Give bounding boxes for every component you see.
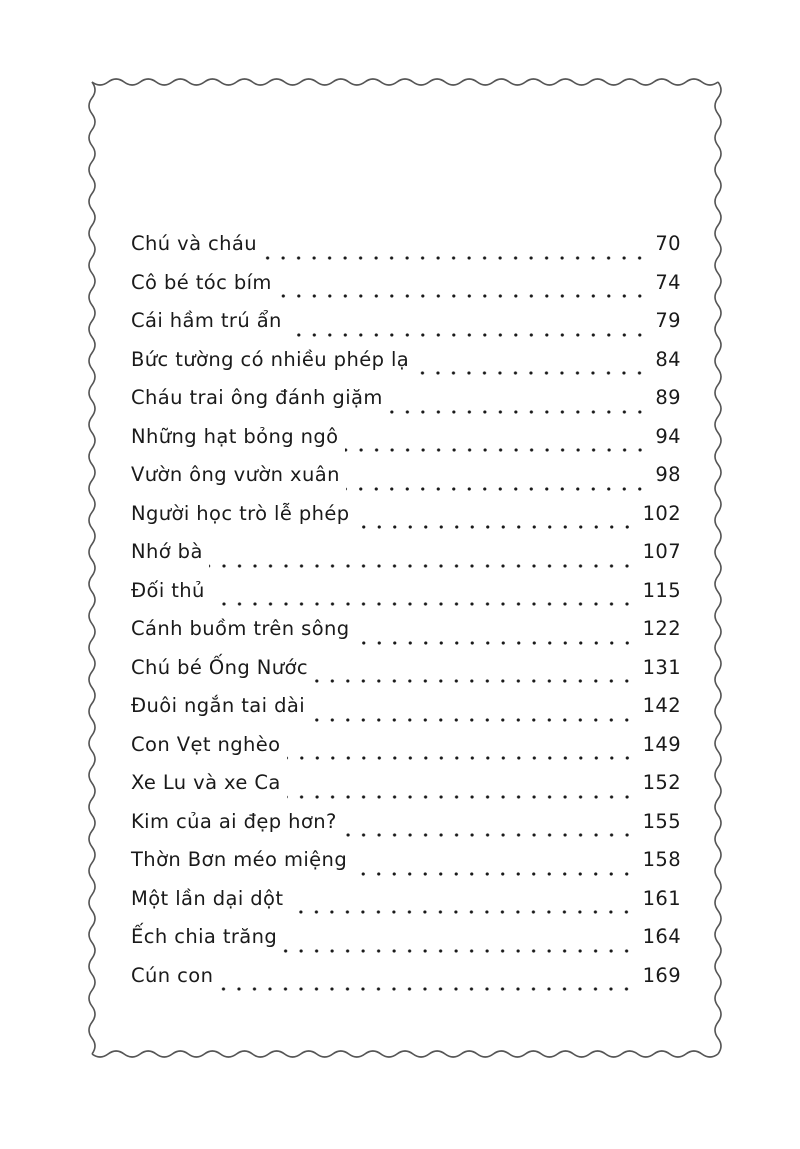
toc-entry-page: 94	[655, 424, 681, 448]
toc-dot-leader	[345, 447, 648, 453]
toc-dot-leader	[314, 678, 635, 684]
toc-entry-title: Cái hầm trú ẩn	[131, 309, 282, 332]
toc-entry-page: 149	[642, 732, 681, 756]
toc-dot-leader	[389, 409, 648, 415]
toc-dot-leader	[353, 871, 634, 877]
toc-dot-leader	[415, 370, 647, 376]
toc-entry[interactable]	[131, 810, 681, 849]
toc-entry-title: Người học trò lễ phép	[131, 501, 350, 525]
toc-entry-page: 107	[642, 540, 681, 563]
toc-entry-title: Bức tường có nhiều phép lạ	[131, 347, 410, 371]
toc-entry-title: Con Vẹt nghèo	[131, 732, 281, 756]
toc-entry-page: 161	[642, 886, 681, 910]
border-edge	[715, 82, 721, 1054]
toc-entry-title: Ếch chia trăng	[131, 925, 278, 948]
toc-entry-page: 155	[642, 809, 681, 833]
toc-entry-title: Cô bé tóc bím	[131, 270, 272, 294]
toc-entry[interactable]	[131, 309, 681, 348]
toc-dot-leader	[356, 524, 635, 530]
toc-dot-leader	[209, 563, 635, 569]
toc-entry[interactable]	[131, 232, 681, 271]
toc-dot-leader	[311, 717, 635, 723]
toc-entry-page: 164	[642, 925, 681, 948]
toc-entry[interactable]	[131, 848, 681, 887]
toc-dot-leader	[287, 794, 635, 800]
toc-entry[interactable]	[131, 617, 681, 656]
toc-entry-title: Cháu trai ông đánh giặm	[131, 386, 383, 409]
toc-entry-page: 169	[642, 963, 681, 987]
toc-dot-leader	[263, 255, 647, 261]
toc-dot-leader	[278, 293, 648, 299]
toc-dot-leader	[287, 755, 635, 761]
toc-entry-page: 79	[655, 309, 681, 332]
toc-entry-title: Cún con	[131, 963, 214, 987]
toc-dot-leader	[289, 909, 634, 915]
toc-entry-page: 142	[642, 694, 681, 717]
toc-entry[interactable]	[131, 348, 681, 387]
toc-entry-title: Đuôi ngắn tai dài	[131, 694, 306, 717]
toc-entry-title: Vườn ông vườn xuân	[131, 463, 340, 486]
toc-entry[interactable]	[131, 386, 681, 425]
toc-entry-page: 152	[642, 771, 681, 794]
toc-entry[interactable]	[131, 925, 681, 964]
toc-entry-title: Thờn Bơn méo miệng	[131, 848, 348, 871]
toc-entry[interactable]	[131, 502, 681, 541]
toc-entry-title: Những hạt bỏng ngô	[131, 424, 339, 448]
toc-entry[interactable]	[131, 694, 681, 733]
toc-entry[interactable]	[131, 656, 681, 695]
toc-dot-leader	[288, 332, 648, 338]
toc-entry-title: Xe Lu và xe Ca	[131, 771, 281, 794]
toc-entry-page: 84	[655, 347, 681, 371]
toc-entry-page: 89	[655, 386, 681, 409]
toc-dot-leader	[343, 832, 635, 838]
toc-entry[interactable]	[131, 271, 681, 310]
toc-dot-leader	[346, 486, 648, 492]
toc-entry-title: Chú và cháu	[131, 232, 258, 255]
border-edge	[92, 1051, 718, 1057]
toc-entry[interactable]	[131, 733, 681, 772]
toc-entry-title: Đối thủ	[131, 578, 205, 602]
toc-dot-leader	[356, 640, 635, 646]
toc-entry[interactable]	[131, 540, 681, 579]
toc-entry-page: 74	[655, 270, 681, 294]
border-edge	[89, 82, 95, 1054]
toc-entry[interactable]	[131, 425, 681, 464]
border-edge	[92, 79, 718, 85]
toc-entry[interactable]	[131, 964, 681, 1003]
toc-entry-page: 102	[642, 501, 681, 525]
toc-entry-page: 122	[642, 617, 681, 640]
toc-entry-page: 70	[655, 232, 681, 255]
toc-entry-title: Kim của ai đẹp hơn?	[131, 809, 337, 833]
toc-entry-page: 115	[642, 578, 681, 602]
toc-entry[interactable]	[131, 771, 681, 810]
toc-entry-page: 158	[642, 848, 681, 871]
toc-entry[interactable]	[131, 579, 681, 618]
toc-entry-title: Cánh buồm trên sông	[131, 617, 350, 640]
toc-entry-title: Chú bé Ống Nước	[131, 655, 308, 679]
toc-dot-leader	[211, 601, 635, 607]
toc-entry-title: Nhớ bà	[131, 540, 203, 563]
toc-dot-leader	[219, 986, 634, 992]
toc-entry-title: Một lần dại dột	[131, 886, 284, 910]
toc-dot-leader	[283, 948, 634, 954]
toc-entry[interactable]	[131, 887, 681, 926]
toc-entry-page: 131	[642, 655, 681, 679]
table-of-contents	[131, 232, 681, 1002]
toc-entry[interactable]	[131, 463, 681, 502]
toc-entry-page: 98	[655, 463, 681, 486]
